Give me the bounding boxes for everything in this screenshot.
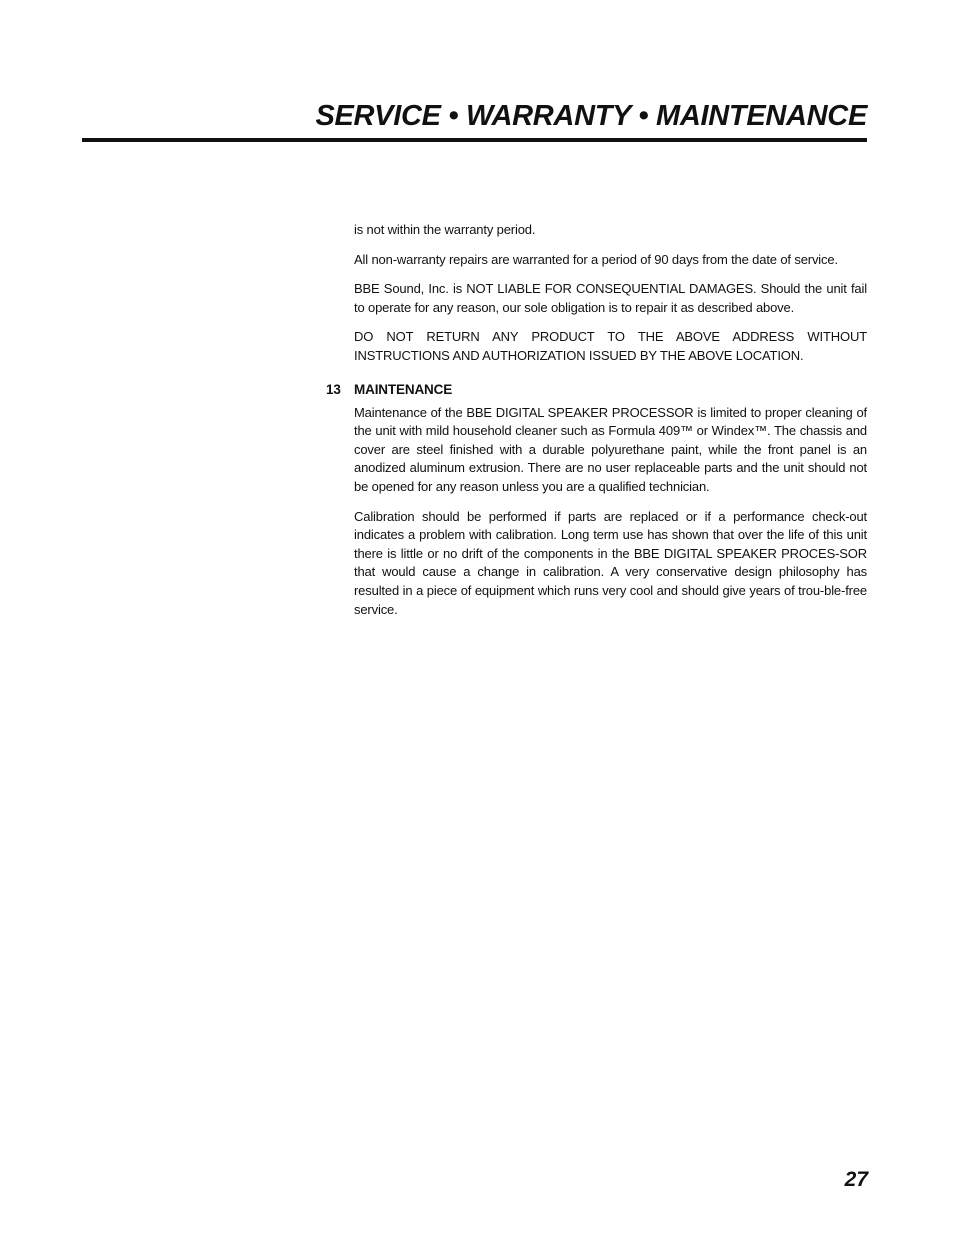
page-content	[326, 221, 867, 630]
page-number: 27	[844, 1168, 868, 1191]
return-notice-paragraph: DO NOT RETURN ANY PRODUCT TO THE ABOVE ADDRESS WITHOUT INSTRUCTIONS AND AUTHORIZATION ISSUED BY THE ABOVE LOCATION.	[354, 329, 867, 363]
page-title: SERVICE • WARRANTY • MAINTENANCE	[315, 100, 867, 132]
warranty-continuation-paragraph: is not within the warranty period.	[354, 222, 536, 237]
section-heading-maintenance	[326, 381, 867, 399]
maintenance-paragraph: Maintenance of the BBE DIGITAL SPEAKER PROCESSOR is limited to proper cleaning of the unit with mild household cleaner such as Formula 409™ or Windex™. The chassis and cover are steel finished with a durable polyurethane paint, while the front panel is an anodized aluminum extrusion. There are no user replaceable parts and the unit should not be opened for any reason unless you are a qualified technician.	[354, 404, 867, 494]
non-warranty-repairs-paragraph: All non-warranty repairs are warranted for a period of 90 days from the date of service.	[354, 251, 838, 267]
header-rule	[82, 138, 867, 142]
calibration-paragraph: Calibration should be performed if parts are replaced or if a performance check-out indicates a problem with calibration. Long term use has shown that over the life of this unit there is little or no drift of the components in the BBE DIGITAL SPEAKER PROCES-SOR that would cause a change in calibration. A very conservative design philosophy has resulted in a piece of equipment which runs very cool and should give years of trou-ble-free service.	[354, 508, 867, 617]
page-header	[82, 96, 867, 142]
section-number: 13	[326, 381, 341, 397]
section-title: MAINTENANCE	[354, 381, 453, 397]
liability-paragraph: BBE Sound, Inc. is NOT LIABLE FOR CONSEQUENTIAL DAMAGES. Should the unit fail to operate for any reason, our sole obligation is to repair it as described above.	[354, 281, 867, 315]
